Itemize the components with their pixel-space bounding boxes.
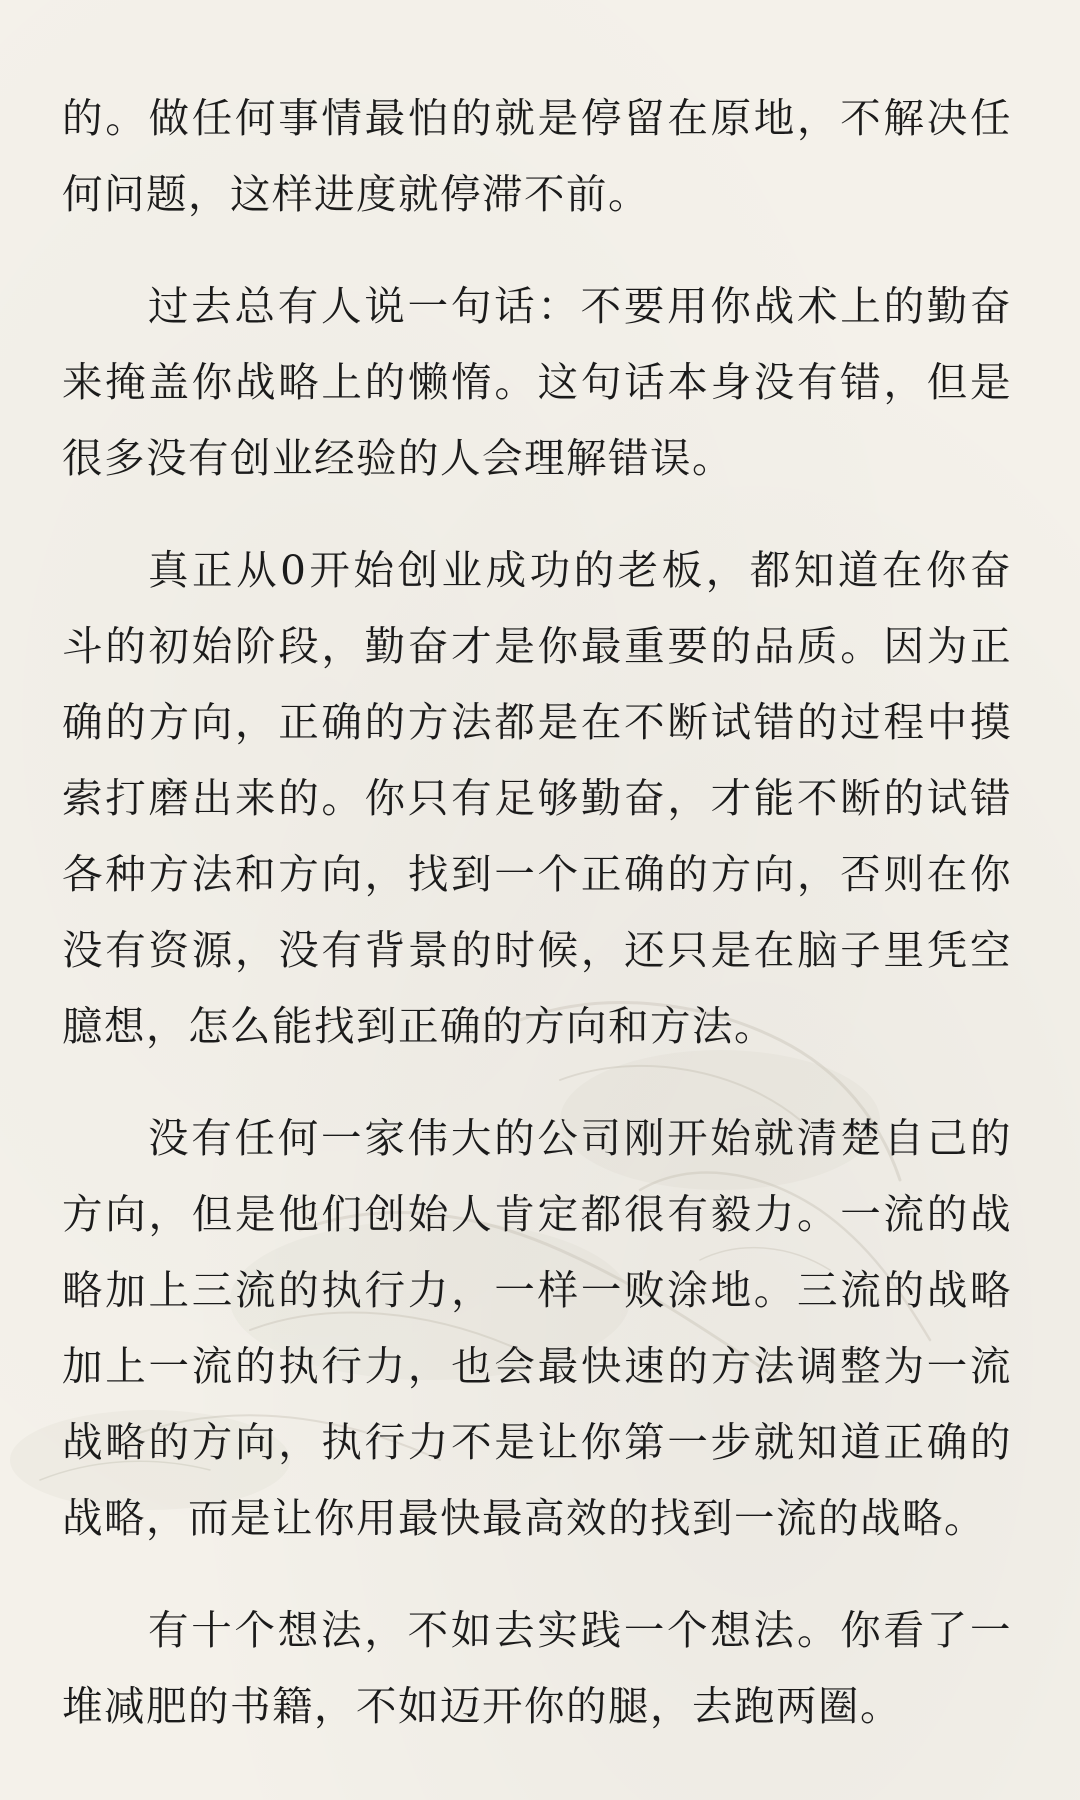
paragraph-5: 有十个想法，不如去实践一个想法。你看了一堆减肥的书籍，不如迈开你的腿，去跑两圈。: [62, 1606, 1012, 1730]
paragraph-3: 真正从0开始创业成功的老板，都知道在你奋斗的初始阶段，勤奋才是你最重要的品质。因为正确的方向，正确的方法都是在不断试错的过程中摸索打磨出来的。你只有足够勤奋，才能不断的试错各种方法和方向，找到一个正确的方向，否则在你没有资源，没有背景的时候，还只是在脑子里凭空臆想，怎么能找到正确的方向和方法。: [62, 546, 1012, 1050]
article-body: [62, 80, 1012, 1780]
paragraph-1: 的。做任何事情最怕的就是停留在原地，不解决任何问题，这样进度就停滞不前。: [62, 94, 1012, 218]
paragraph-2: 过去总有人说一句话：不要用你战术上的勤奋来掩盖你战略上的懒惰。这句话本身没有错，但是很多没有创业经验的人会理解错误。: [62, 282, 1012, 482]
paragraph-4: 没有任何一家伟大的公司刚开始就清楚自己的方向，但是他们创始人肯定都很有毅力。一流的战略加上三流的执行力，一样一败涂地。三流的战略加上一流的执行力，也会最快速的方法调整为一流战略的方向，执行力不是让你第一步就知道正确的战略，而是让你用最快最高效的找到一流的战略。: [62, 1114, 1012, 1542]
